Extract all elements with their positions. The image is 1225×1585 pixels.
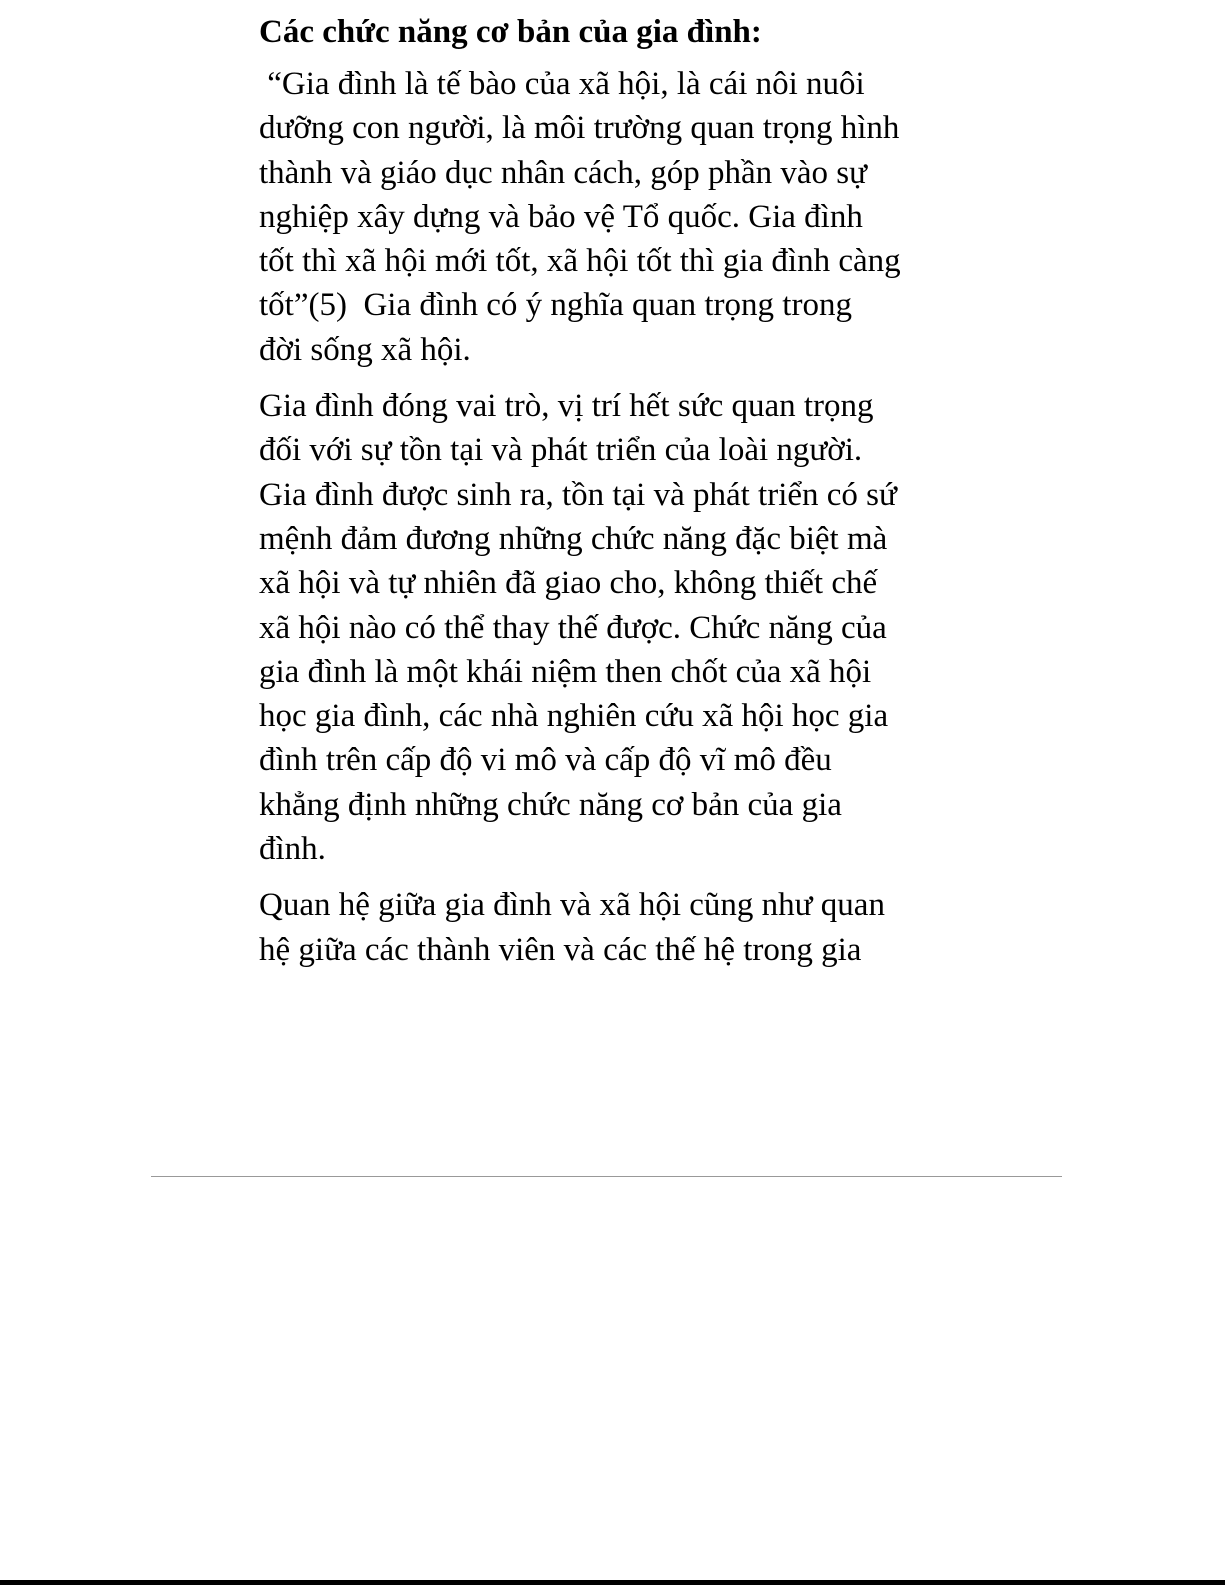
text-line: gia đình là một khái niệm then chốt của xã hội (259, 653, 872, 690)
paragraph-1 (259, 62, 959, 372)
page-divider (151, 1176, 1062, 1177)
text-line: dưỡng con người, là môi trường quan trọng hình (259, 110, 900, 147)
text-line: học gia đình, các nhà nghiên cứu xã hội học gia (259, 698, 889, 735)
text-line: đình trên cấp độ vi mô và cấp độ vĩ mô đều (259, 742, 832, 779)
text-line: mệnh đảm đương những chức năng đặc biệt mà (259, 520, 888, 557)
paragraph-2 (259, 384, 959, 871)
text-line: Gia đình được sinh ra, tồn tại và phát triển có sứ (259, 476, 897, 513)
document-body (259, 10, 959, 984)
paragraph-3 (259, 883, 959, 972)
text-line: tốt”(5) Gia đình có ý nghĩa quan trọng trong (259, 287, 852, 324)
text-line: “Gia đình là tế bào của xã hội, là cái nôi nuôi (259, 66, 865, 102)
text-line: đình. (259, 831, 326, 868)
section-heading: Các chức năng cơ bản của gia đình: (259, 14, 762, 50)
text-line: xã hội nào có thể thay thế được. Chức năng của (259, 609, 887, 646)
text-line: Quan hệ giữa gia đình và xã hội cũng như quan (259, 887, 885, 924)
text-line: đối với sự tồn tại và phát triển của loài người. (259, 432, 863, 469)
text-line: khẳng định những chức năng cơ bản của gia (259, 786, 842, 823)
text-line: đời sống xã hội. (259, 331, 471, 368)
text-line: xã hội và tự nhiên đã giao cho, không thiết chế (259, 565, 878, 602)
bottom-border (0, 1580, 1225, 1585)
text-line: tốt thì xã hội mới tốt, xã hội tốt thì gia đình càng (259, 243, 901, 280)
text-line: thành và giáo dục nhân cách, góp phần vào sự (259, 154, 868, 191)
text-line: nghiệp xây dựng và bảo vệ Tổ quốc. Gia đình (259, 198, 863, 235)
text-line: Gia đình đóng vai trò, vị trí hết sức quan trọng (259, 388, 874, 425)
text-line: hệ giữa các thành viên và các thế hệ trong gia (259, 931, 862, 968)
